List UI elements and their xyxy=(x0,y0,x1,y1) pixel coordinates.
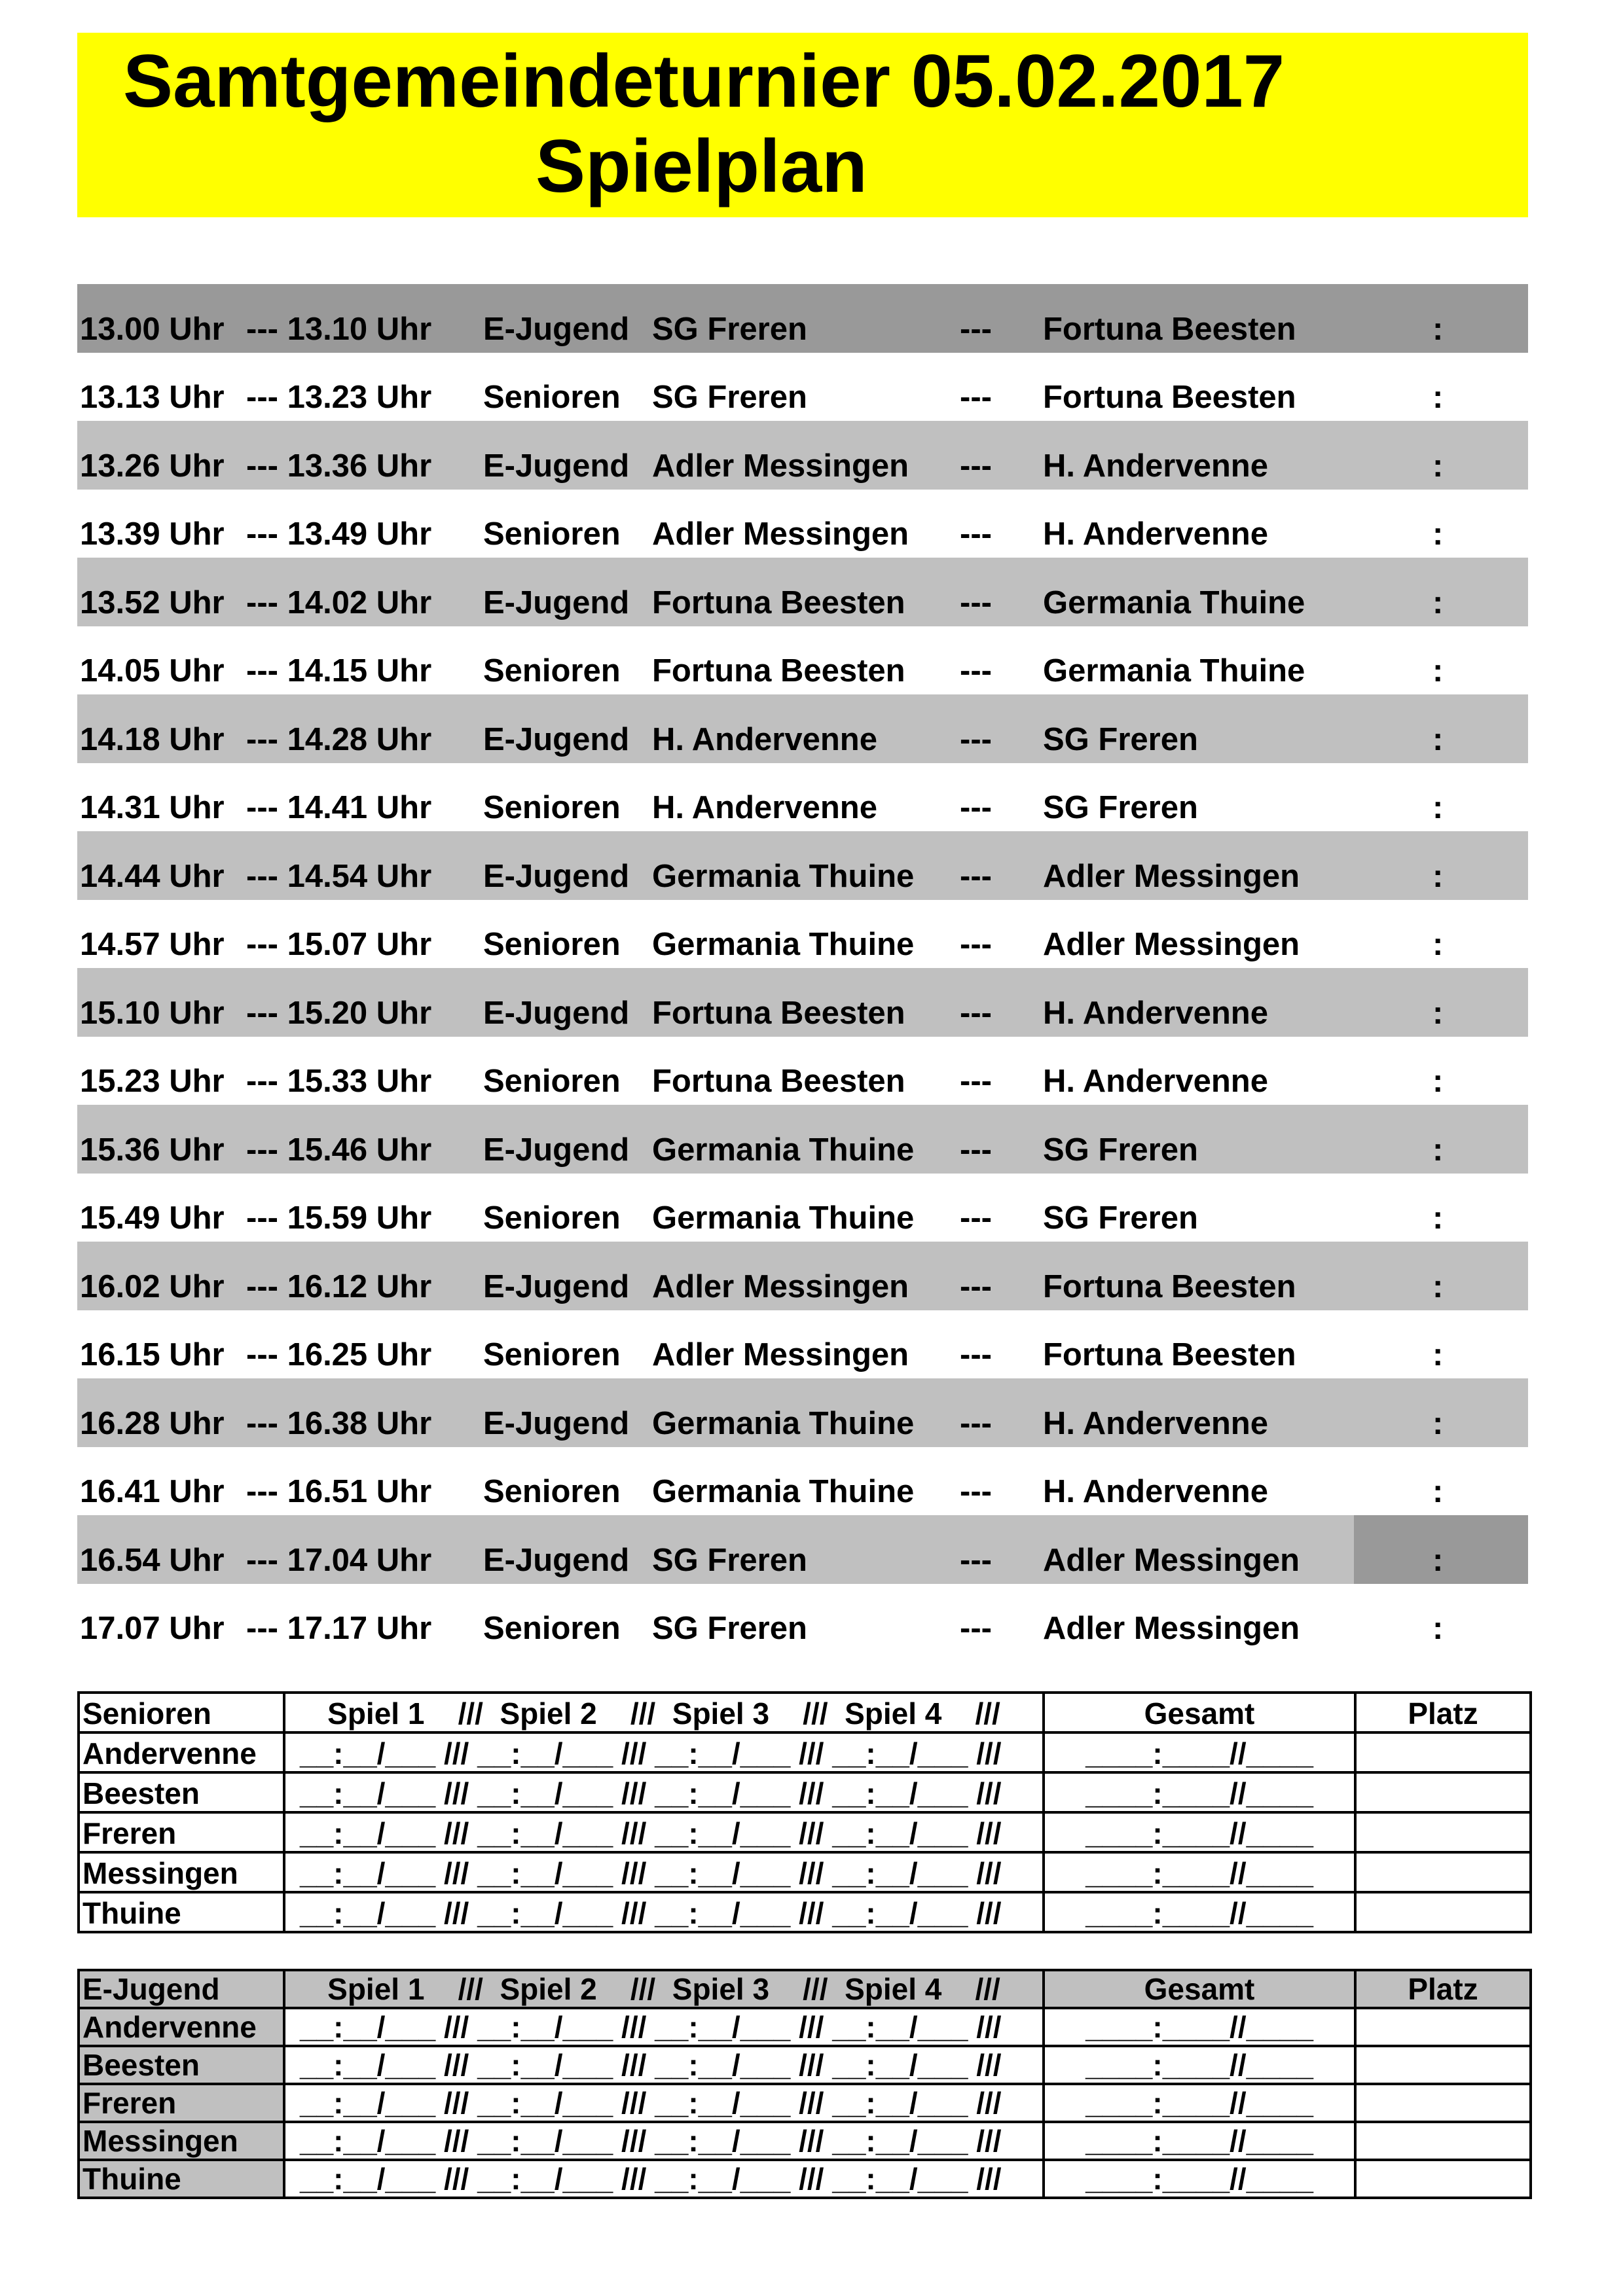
match-separator: --- xyxy=(960,380,992,415)
home-team: Fortuna Beesten xyxy=(652,1064,905,1099)
schedule-row xyxy=(77,694,1528,763)
rank-header: Platz xyxy=(1355,1970,1531,2008)
away-team: H. Andervenne xyxy=(1043,1405,1268,1441)
total-blank: ____:____//____ xyxy=(1044,1812,1355,1852)
match-category: E-Jugend xyxy=(483,721,630,757)
match-start-time: 14.57 Uhr xyxy=(80,927,225,962)
home-team: Fortuna Beesten xyxy=(652,584,905,620)
away-team: SG Freren xyxy=(1043,1200,1198,1236)
game-scores-blank: __:__/___ /// __:__/___ /// __:__/___ /// __:__/___ /// xyxy=(284,2160,1044,2198)
home-team: Germania Thuine xyxy=(652,858,915,894)
total-blank: ____:____//____ xyxy=(1044,2160,1355,2198)
score-field: : xyxy=(1432,790,1444,825)
score-field: : xyxy=(1432,311,1444,347)
total-blank: ____:____//____ xyxy=(1044,1892,1355,1932)
match-separator: --- xyxy=(960,1474,992,1509)
schedule-row xyxy=(77,1174,1528,1242)
team-name: Messingen xyxy=(79,1852,284,1892)
schedule-row xyxy=(77,763,1528,832)
match-category: E-Jugend xyxy=(483,1132,630,1168)
results-team-row xyxy=(79,1852,1531,1892)
match-start-time: 13.00 Uhr xyxy=(80,311,225,347)
home-team: SG Freren xyxy=(652,311,807,347)
match-start-time: 15.49 Uhr xyxy=(80,1200,225,1236)
team-name: Andervenne xyxy=(79,2008,284,2046)
schedule-row xyxy=(77,1515,1528,1584)
match-start-time: 14.18 Uhr xyxy=(80,721,225,757)
match-start-time: 13.52 Uhr xyxy=(80,584,225,620)
match-end-time: --- 14.15 Uhr xyxy=(246,653,432,689)
match-start-time: 15.36 Uhr xyxy=(80,1132,225,1168)
game-scores-blank: __:__/___ /// __:__/___ /// __:__/___ /// __:__/___ /// xyxy=(284,2008,1044,2046)
total-blank: ____:____//____ xyxy=(1044,1772,1355,1812)
total-header: Gesamt xyxy=(1044,1693,1355,1732)
team-name: Thuine xyxy=(79,2160,284,2198)
home-team: Germania Thuine xyxy=(652,927,915,962)
team-name: Thuine xyxy=(79,1892,284,1932)
score-field: : xyxy=(1432,858,1444,894)
match-end-time: --- 15.46 Uhr xyxy=(246,1132,432,1168)
match-end-time: --- 16.25 Uhr xyxy=(246,1337,432,1372)
match-separator: --- xyxy=(960,448,992,484)
score-field: : xyxy=(1432,721,1444,757)
results-team-row xyxy=(79,1812,1531,1852)
game-scores-blank: __:__/___ /// __:__/___ /// __:__/___ /// __:__/___ /// xyxy=(284,2122,1044,2160)
match-start-time: 15.10 Uhr xyxy=(80,995,225,1031)
match-end-time: --- 15.33 Uhr xyxy=(246,1064,432,1099)
schedule-row xyxy=(77,1447,1528,1516)
team-name: Freren xyxy=(79,2084,284,2122)
score-field: : xyxy=(1432,1132,1444,1168)
match-category: E-Jugend xyxy=(483,995,630,1031)
match-category: Senioren xyxy=(483,1064,621,1099)
rank-header: Platz xyxy=(1355,1693,1531,1732)
rank-blank xyxy=(1355,1732,1531,1772)
results-header-row xyxy=(79,1693,1531,1732)
away-team: SG Freren xyxy=(1043,1132,1198,1168)
score-field: : xyxy=(1432,1405,1444,1441)
home-team: Fortuna Beesten xyxy=(652,995,905,1031)
match-separator: --- xyxy=(960,311,992,347)
match-separator: --- xyxy=(960,927,992,962)
results-team-row xyxy=(79,1772,1531,1812)
total-blank: ____:____//____ xyxy=(1044,1732,1355,1772)
match-separator: --- xyxy=(960,1132,992,1168)
match-start-time: 13.13 Uhr xyxy=(80,380,225,415)
category-header: E-Jugend xyxy=(79,1970,284,2008)
match-start-time: 13.26 Uhr xyxy=(80,448,225,484)
match-category: Senioren xyxy=(483,1337,621,1372)
away-team: H. Andervenne xyxy=(1043,1474,1268,1509)
match-category: E-Jugend xyxy=(483,584,630,620)
away-team: Adler Messingen xyxy=(1043,858,1300,894)
match-end-time: --- 17.04 Uhr xyxy=(246,1542,432,1578)
match-start-time: 16.28 Uhr xyxy=(80,1405,225,1441)
away-team: H. Andervenne xyxy=(1043,448,1268,484)
score-field: : xyxy=(1432,995,1444,1031)
score-field: : xyxy=(1432,1337,1444,1372)
match-separator: --- xyxy=(960,721,992,757)
match-end-time: --- 15.59 Uhr xyxy=(246,1200,432,1236)
total-blank: ____:____//____ xyxy=(1044,2122,1355,2160)
game-scores-blank: __:__/___ /// __:__/___ /// __:__/___ /// __:__/___ /// xyxy=(284,2046,1044,2084)
game-scores-blank: __:__/___ /// __:__/___ /// __:__/___ /// __:__/___ /// xyxy=(284,1812,1044,1852)
score-field: : xyxy=(1432,1474,1444,1509)
home-team: Germania Thuine xyxy=(652,1405,915,1441)
away-team: H. Andervenne xyxy=(1043,995,1268,1031)
results-team-row xyxy=(79,2084,1531,2122)
game-scores-blank: __:__/___ /// __:__/___ /// __:__/___ /// __:__/___ /// xyxy=(284,1772,1044,1812)
away-team: H. Andervenne xyxy=(1043,516,1268,552)
rank-blank xyxy=(1355,1812,1531,1852)
match-category: E-Jugend xyxy=(483,311,630,347)
score-field: : xyxy=(1432,1268,1444,1304)
games-header: Spiel 1 /// Spiel 2 /// Spiel 3 /// Spiel 4 /// xyxy=(284,1693,1044,1732)
schedule-row xyxy=(77,353,1528,422)
rank-blank xyxy=(1355,2160,1531,2198)
team-name: Andervenne xyxy=(79,1732,284,1772)
match-end-time: --- 15.20 Uhr xyxy=(246,995,432,1031)
rank-blank xyxy=(1355,2084,1531,2122)
home-team: Adler Messingen xyxy=(652,448,909,484)
team-name: Beesten xyxy=(79,1772,284,1812)
category-header: Senioren xyxy=(79,1693,284,1732)
match-start-time: 14.44 Uhr xyxy=(80,858,225,894)
match-separator: --- xyxy=(960,1200,992,1236)
match-separator: --- xyxy=(960,790,992,825)
total-blank: ____:____//____ xyxy=(1044,1852,1355,1892)
title-banner xyxy=(77,33,1528,217)
home-team: Adler Messingen xyxy=(652,1337,909,1372)
match-start-time: 16.15 Uhr xyxy=(80,1337,225,1372)
total-header: Gesamt xyxy=(1044,1970,1355,2008)
away-team: SG Freren xyxy=(1043,721,1198,757)
schedule-row xyxy=(77,1310,1528,1379)
match-separator: --- xyxy=(960,995,992,1031)
rank-blank xyxy=(1355,1892,1531,1932)
match-start-time: 15.23 Uhr xyxy=(80,1064,225,1099)
match-separator: --- xyxy=(960,1268,992,1304)
score-field: : xyxy=(1432,1542,1444,1578)
match-schedule xyxy=(77,284,1528,1652)
total-blank: ____:____//____ xyxy=(1044,2046,1355,2084)
schedule-row xyxy=(77,1584,1528,1653)
match-separator: --- xyxy=(960,1611,992,1646)
match-end-time: --- 13.36 Uhr xyxy=(246,448,432,484)
match-end-time: --- 13.23 Uhr xyxy=(246,380,432,415)
home-team: H. Andervenne xyxy=(652,790,877,825)
match-end-time: --- 15.07 Uhr xyxy=(246,927,432,962)
total-blank: ____:____//____ xyxy=(1044,2008,1355,2046)
match-start-time: 17.07 Uhr xyxy=(80,1611,225,1646)
match-category: E-Jugend xyxy=(483,858,630,894)
schedule-row xyxy=(77,421,1528,490)
score-field: : xyxy=(1432,1064,1444,1099)
away-team: Adler Messingen xyxy=(1043,1611,1300,1646)
home-team: Germania Thuine xyxy=(652,1132,915,1168)
home-team: Germania Thuine xyxy=(652,1474,915,1509)
score-field: : xyxy=(1432,927,1444,962)
schedule-row xyxy=(77,1037,1528,1105)
match-end-time: --- 13.49 Uhr xyxy=(246,516,432,552)
score-field: : xyxy=(1432,380,1444,415)
match-category: E-Jugend xyxy=(483,1405,630,1441)
away-team: Fortuna Beesten xyxy=(1043,1268,1296,1304)
score-field: : xyxy=(1432,448,1444,484)
match-separator: --- xyxy=(960,584,992,620)
team-name: Beesten xyxy=(79,2046,284,2084)
match-end-time: --- 14.02 Uhr xyxy=(246,584,432,620)
match-category: Senioren xyxy=(483,516,621,552)
match-separator: --- xyxy=(960,516,992,552)
match-separator: --- xyxy=(960,653,992,689)
match-start-time: 16.54 Uhr xyxy=(80,1542,225,1578)
score-field: : xyxy=(1432,1611,1444,1646)
game-scores-blank: __:__/___ /// __:__/___ /// __:__/___ /// __:__/___ /// xyxy=(284,1732,1044,1772)
match-separator: --- xyxy=(960,1064,992,1099)
score-field: : xyxy=(1432,1200,1444,1236)
schedule-row xyxy=(77,1242,1528,1310)
rank-blank xyxy=(1355,2122,1531,2160)
schedule-row xyxy=(77,1378,1528,1447)
results-table-ejugend xyxy=(77,1969,1532,2199)
match-category: Senioren xyxy=(483,1611,621,1646)
away-team: Germania Thuine xyxy=(1043,653,1305,689)
results-team-row xyxy=(79,2160,1531,2198)
away-team: Fortuna Beesten xyxy=(1043,311,1296,347)
match-category: Senioren xyxy=(483,790,621,825)
away-team: SG Freren xyxy=(1043,790,1198,825)
results-team-row xyxy=(79,1892,1531,1932)
match-category: Senioren xyxy=(483,653,621,689)
match-category: Senioren xyxy=(483,380,621,415)
rank-blank xyxy=(1355,1852,1531,1892)
match-end-time: --- 17.17 Uhr xyxy=(246,1611,432,1646)
rank-blank xyxy=(1355,2008,1531,2046)
schedule-row xyxy=(77,490,1528,558)
team-name: Freren xyxy=(79,1812,284,1852)
match-category: E-Jugend xyxy=(483,1268,630,1304)
schedule-row xyxy=(77,831,1528,900)
away-team: Germania Thuine xyxy=(1043,584,1305,620)
match-category: Senioren xyxy=(483,1474,621,1509)
home-team: Adler Messingen xyxy=(652,516,909,552)
schedule-row xyxy=(77,1105,1528,1174)
match-end-time: --- 14.41 Uhr xyxy=(246,790,432,825)
results-header-row xyxy=(79,1970,1531,2008)
match-separator: --- xyxy=(960,858,992,894)
away-team: Fortuna Beesten xyxy=(1043,1337,1296,1372)
match-end-time: --- 14.54 Uhr xyxy=(246,858,432,894)
match-start-time: 16.02 Uhr xyxy=(80,1268,225,1304)
home-team: Fortuna Beesten xyxy=(652,653,905,689)
results-team-row xyxy=(79,2008,1531,2046)
home-team: SG Freren xyxy=(652,380,807,415)
match-separator: --- xyxy=(960,1542,992,1578)
game-scores-blank: __:__/___ /// __:__/___ /// __:__/___ /// __:__/___ /// xyxy=(284,1892,1044,1932)
match-separator: --- xyxy=(960,1337,992,1372)
total-blank: ____:____//____ xyxy=(1044,2084,1355,2122)
rank-blank xyxy=(1355,1772,1531,1812)
match-end-time: --- 13.10 Uhr xyxy=(246,311,432,347)
page-subtitle: Spielplan xyxy=(536,125,867,208)
schedule-row xyxy=(77,626,1528,695)
home-team: SG Freren xyxy=(652,1542,807,1578)
score-field: : xyxy=(1432,516,1444,552)
schedule-row xyxy=(77,284,1528,353)
away-team: Fortuna Beesten xyxy=(1043,380,1296,415)
home-team: Germania Thuine xyxy=(652,1200,915,1236)
games-header: Spiel 1 /// Spiel 2 /// Spiel 3 /// Spiel 4 /// xyxy=(284,1970,1044,2008)
match-category: E-Jugend xyxy=(483,1542,630,1578)
schedule-row xyxy=(77,558,1528,626)
game-scores-blank: __:__/___ /// __:__/___ /// __:__/___ /// __:__/___ /// xyxy=(284,1852,1044,1892)
match-category: E-Jugend xyxy=(483,448,630,484)
match-end-time: --- 16.51 Uhr xyxy=(246,1474,432,1509)
page-title: Samtgemeindeturnier 05.02.2017 xyxy=(123,40,1285,123)
home-team: SG Freren xyxy=(652,1611,807,1646)
match-category: Senioren xyxy=(483,1200,621,1236)
results-team-row xyxy=(79,1732,1531,1772)
home-team: Adler Messingen xyxy=(652,1268,909,1304)
rank-blank xyxy=(1355,2046,1531,2084)
match-end-time: --- 16.12 Uhr xyxy=(246,1268,432,1304)
match-category: Senioren xyxy=(483,927,621,962)
score-field: : xyxy=(1432,584,1444,620)
away-team: Adler Messingen xyxy=(1043,1542,1300,1578)
schedule-row xyxy=(77,900,1528,969)
results-team-row xyxy=(79,2122,1531,2160)
away-team: Adler Messingen xyxy=(1043,927,1300,962)
schedule-row xyxy=(77,968,1528,1037)
results-team-row xyxy=(79,2046,1531,2084)
score-field: : xyxy=(1432,653,1444,689)
game-scores-blank: __:__/___ /// __:__/___ /// __:__/___ /// __:__/___ /// xyxy=(284,2084,1044,2122)
match-start-time: 14.05 Uhr xyxy=(80,653,225,689)
results-table-senioren xyxy=(77,1691,1532,1933)
away-team: H. Andervenne xyxy=(1043,1064,1268,1099)
home-team: H. Andervenne xyxy=(652,721,877,757)
match-end-time: --- 16.38 Uhr xyxy=(246,1405,432,1441)
team-name: Messingen xyxy=(79,2122,284,2160)
match-separator: --- xyxy=(960,1405,992,1441)
match-start-time: 13.39 Uhr xyxy=(80,516,225,552)
match-start-time: 16.41 Uhr xyxy=(80,1474,225,1509)
match-end-time: --- 14.28 Uhr xyxy=(246,721,432,757)
match-start-time: 14.31 Uhr xyxy=(80,790,225,825)
